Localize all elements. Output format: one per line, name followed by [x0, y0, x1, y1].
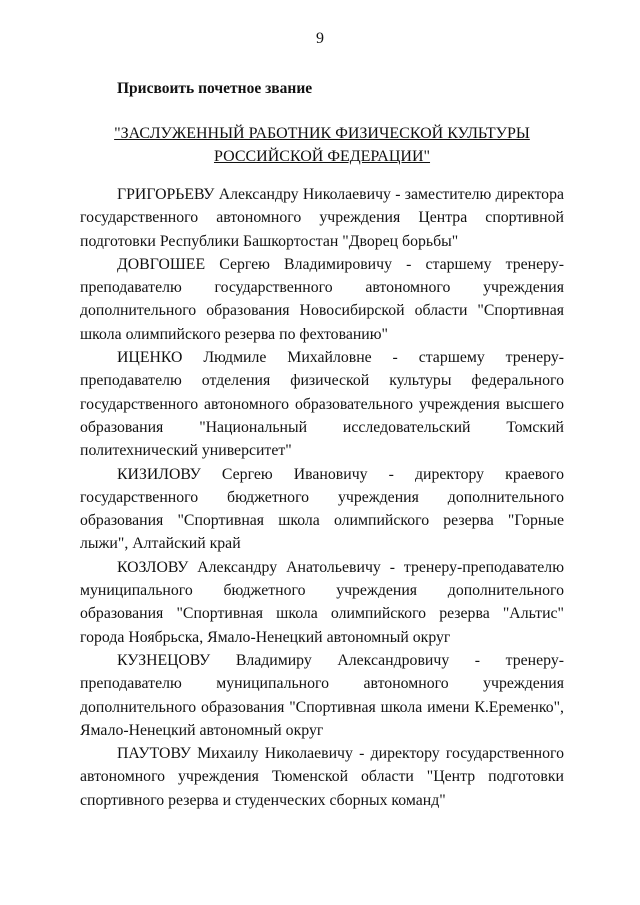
awardee-entry: КИЗИЛОВУ Сергею Ивановичу - директору краевого государственного бюджетного учреждения дополнительного образования "Спортивная школа олимпийского резерва "Горные лыжи", Алтайский край — [80, 465, 564, 553]
awardee-entry: ПАУТОВУ Михаилу Николаевичу - директору государственного автономного учреждения Тюменской области "Центр подготовки спортивного резерва и студенческих сборных команд" — [80, 745, 564, 809]
page-number: 9 — [316, 30, 324, 47]
honorary-title-line-1: "ЗАСЛУЖЕННЫЙ РАБОТНИК ФИЗИЧЕСКОЙ КУЛЬТУРЫ — [114, 125, 530, 142]
honorary-title-line-2: РОССИЙСКОЙ ФЕДЕРАЦИИ" — [213, 148, 431, 165]
awardee-entry: ДОВГОШЕЕ Сергею Владимировичу - старшему тренеру-преподавателю государственного автономного учреждения дополнительного образования Новосибирской области "Спортивная школа олимпийского резерва по фехтованию" — [80, 255, 564, 343]
honorary-title — [80, 122, 564, 168]
awardee-entry: ИЦЕНКО Людмиле Михайловне - старшему тренеру-преподавателю отделения физической культуры федерального государственного автономного образовательного учреждения высшего образования "Национальный исследовательский Томский политехнический университет" — [80, 349, 564, 460]
awardee-entry: ГРИГОРЬЕВУ Александру Николаевичу - заместителю директора государственного автономного учреждения Центра спортивной подготовки Республики Башкортостан "Дворец борьбы" — [80, 186, 564, 250]
awardee-entry: КОЗЛОВУ Александру Анатольевичу - тренеру-преподавателю муниципального бюджетного учреждения дополнительного образования "Спортивная школа олимпийского резерва "Альтис" города Ноябрьска, Ямало-Ненецкий автономный округ — [80, 558, 564, 646]
decree-heading: Присвоить почетное звание — [117, 80, 313, 97]
awardee-entry: КУЗНЕЦОВУ Владимиру Александровичу - тренеру-преподавателю муниципального автономного учреждения дополнительного образования "Спортивная школа имени К.Еременко", Ямало-Ненецкий автономный округ — [80, 651, 564, 739]
awardee-list — [80, 183, 564, 812]
